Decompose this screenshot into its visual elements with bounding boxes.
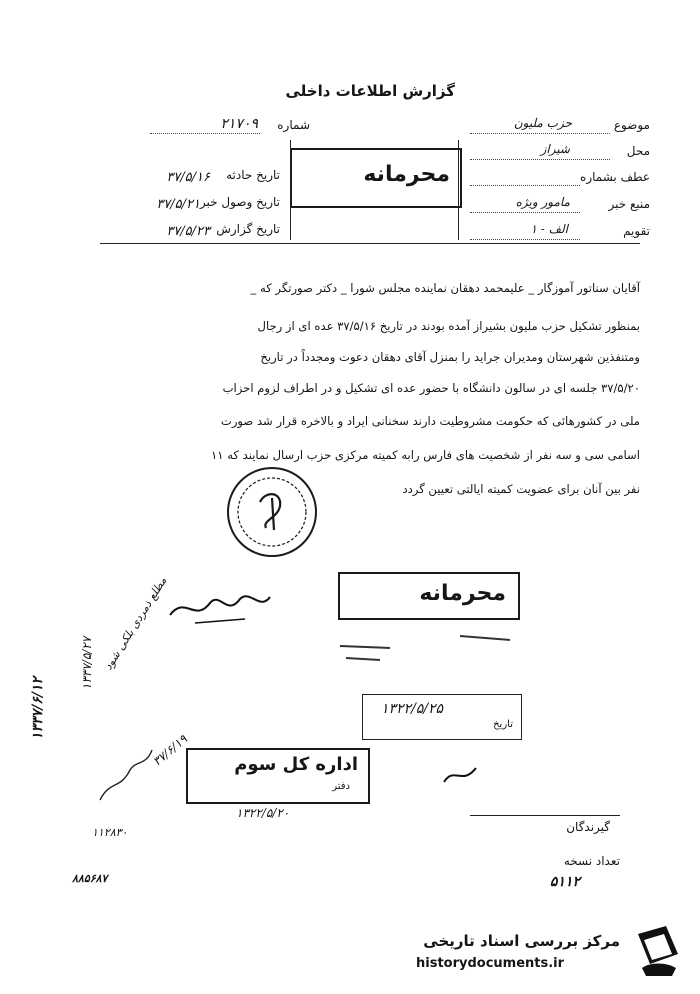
body-line-3: ومتنفذین شهرستان ومدیران جراید را بمنزل آقای دهقان دعوت ومجدداً در تاریخ <box>260 350 640 364</box>
confidential-stamp <box>290 148 462 208</box>
body-line-1: آقایان سناتور آموزگار _ علیمحمد دهقان نماینده مجلس شورا _ دکتر صورتگر که _ <box>250 281 640 295</box>
rating-label: تقویم <box>623 224 650 238</box>
office-stamp <box>186 748 370 804</box>
number-label: شماره <box>277 118 310 132</box>
source-value: مامور ویژه <box>515 195 570 209</box>
body-line-5: ملی در کشورهائی که حکومت مشروطیت دارند سخنانی ایراد و بالاخره قرار شد صورت <box>220 414 640 428</box>
side-number-1: ۱۳۳۷/۶/۱۲ <box>30 677 46 740</box>
archive-brand <box>410 918 688 984</box>
brand-url: historydocuments.ir <box>416 956 565 971</box>
check-mark <box>440 760 480 790</box>
receipt-date-value: ۳۷/۵/۲۱ <box>156 197 200 212</box>
body-line-6: اسامی سی و سه نفر از شخصیت های فارس رابه کمیته مرکزی حزب ارسال نمایند که ۱۱ <box>211 448 640 462</box>
signature-top <box>165 585 275 630</box>
brand-name: مرکز بررسی اسناد تاریخی <box>423 932 620 950</box>
report-date-value: ۳۷/۵/۲۳ <box>166 224 210 239</box>
side-number-2: ۱۳۳۷/۵/۲۷ <box>80 636 94 690</box>
office-date: ۱۳۲۲/۵/۲۰ <box>236 806 290 820</box>
copies-label: تعداد نسخه <box>563 854 620 868</box>
date-stamp <box>362 694 522 740</box>
location-value: شیراز <box>540 142 570 156</box>
handwritten-date: ۳۷/۶/۱۹ <box>150 732 190 769</box>
office-stamp-sub: دفتر <box>332 781 350 792</box>
body-line-2: بمنظور تشکیل حزب ملیون بشیراز آمده بودند در تاریخ ۳۷/۵/۱۶ عده ای از رجال <box>257 319 640 333</box>
event-date-label: تاریخ حادثه <box>226 168 280 182</box>
reference-label: عطف بشماره <box>580 170 650 184</box>
recipients-label: گیرندگان <box>566 820 610 834</box>
copies-value: ۵۱۱۲ <box>549 874 580 890</box>
source-label: منبع خبر <box>608 197 650 211</box>
number-value: ۲۱۷۰۹ <box>220 116 258 132</box>
event-date-value: ۳۷/۵/۱۶ <box>166 170 210 185</box>
rating-value: الف - ۱ <box>530 222 568 236</box>
brand-logo-icon <box>632 924 684 978</box>
confidential-stamp-text: محرمانه <box>363 162 450 187</box>
document-title: گزارش اطلاعات داخلی <box>285 82 455 100</box>
body-line-4: ۳۷/۵/۲۰ جلسه ای در سالون دانشگاه با حضور عده ای تشکیل و در اطراف لزوم احزاب <box>222 381 640 395</box>
date-stamp-value: ۱۳۲۲/۵/۲۵ <box>381 701 444 717</box>
round-seal <box>222 462 322 562</box>
body-line-7: نفر بین آنان برای عضویت کمیته ایالتی تعیین گردد <box>402 482 640 496</box>
confidential-stamp-2 <box>338 572 520 620</box>
left-code: ۱۱۲۸۳۰ <box>92 826 128 839</box>
location-label: محل <box>626 144 650 158</box>
report-date-label: تاریخ گزارش <box>216 222 280 236</box>
margin-scribble <box>90 720 170 810</box>
date-stamp-label: تاریخ <box>493 719 513 730</box>
subject-value: حزب ملیون <box>513 116 572 130</box>
stamp-smudge <box>330 616 530 676</box>
left-code-2: ۸۸۵۶۸۷ <box>72 872 108 885</box>
subject-label: موضوع <box>613 118 650 132</box>
receipt-date-label: تاریخ وصول خبر <box>199 195 280 209</box>
office-stamp-title: اداره کل سوم <box>234 754 358 775</box>
confidential-stamp-2-text: محرمانه <box>419 581 506 606</box>
handwritten-note: مطلع ذمردی بلکی شود <box>101 574 170 673</box>
